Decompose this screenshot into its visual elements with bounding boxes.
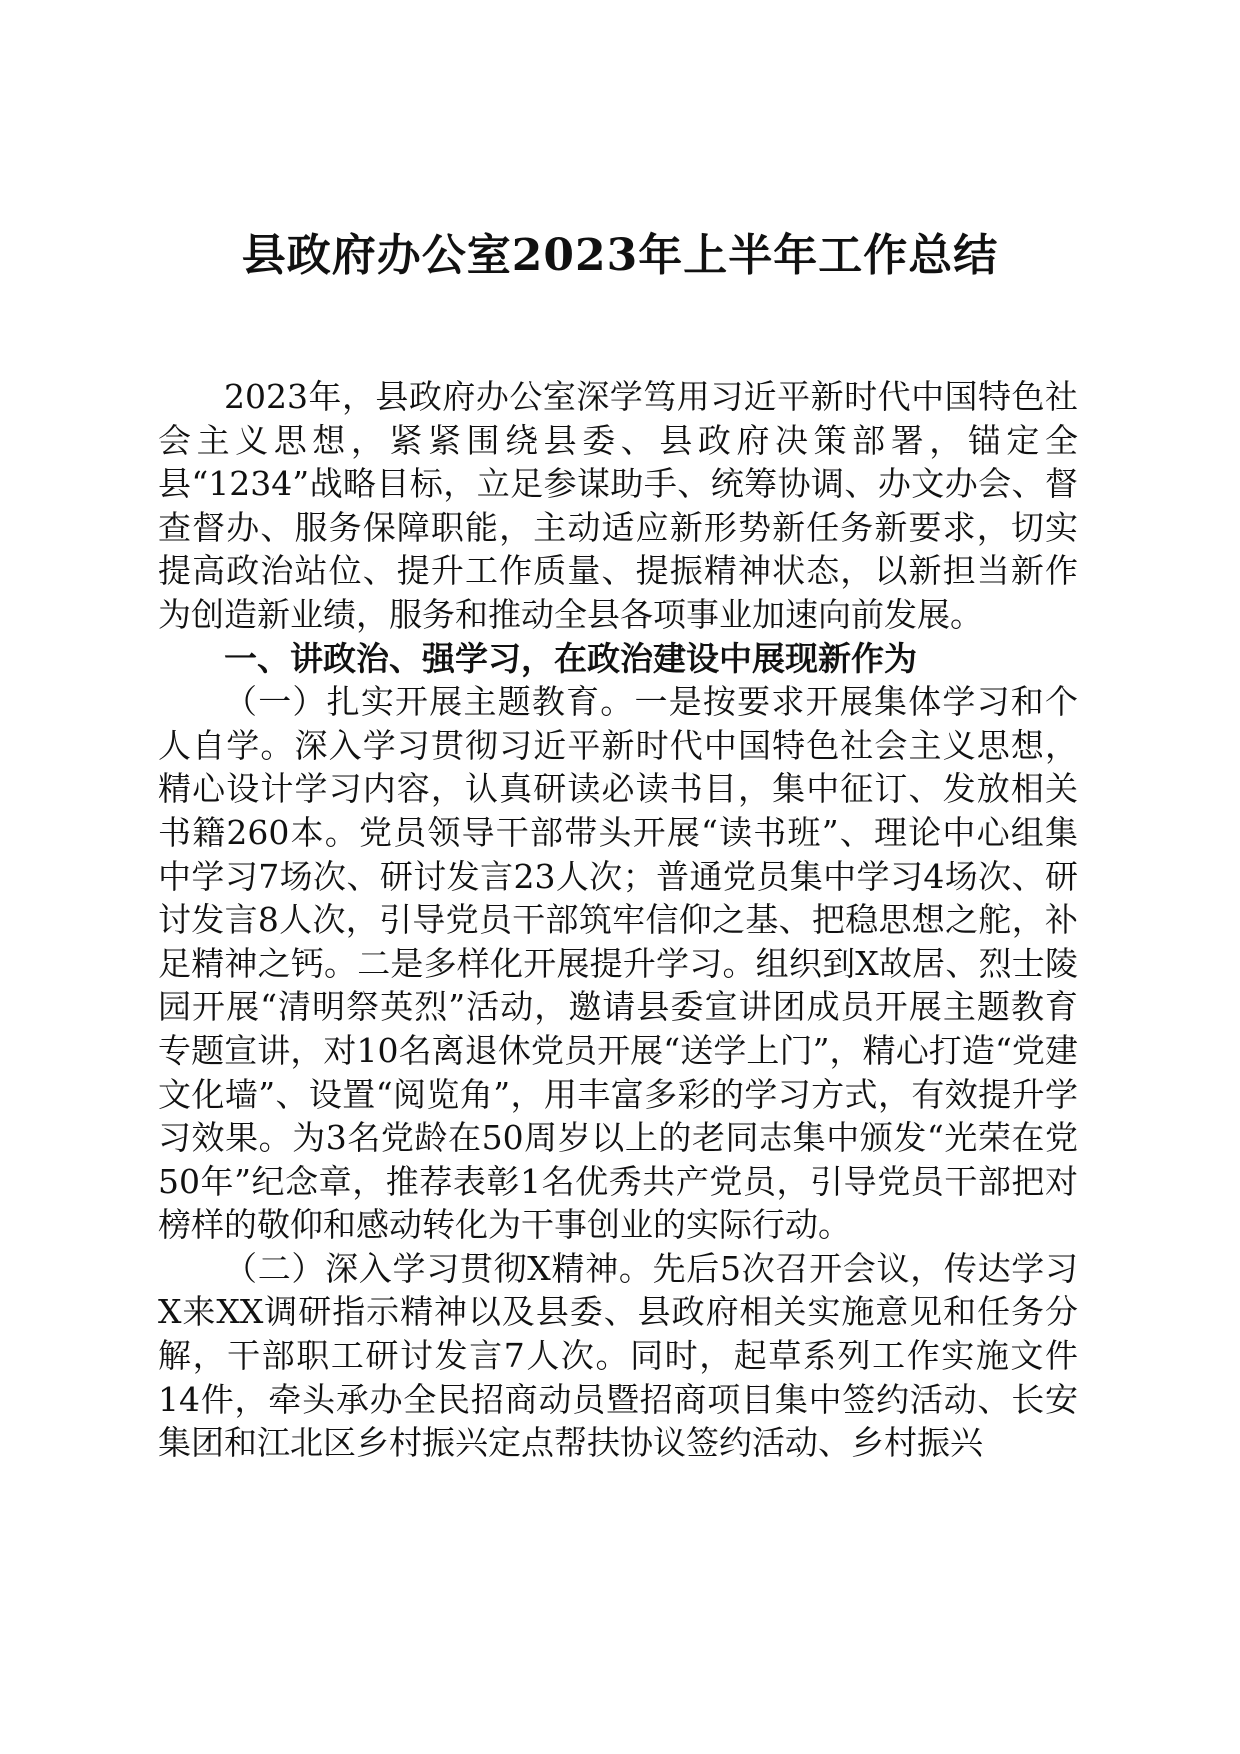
item-text-1: 一是按要求开展集体学习和个人自学。深入学习贯彻习近平新时代中国特色社会主义思想，精心设计学习内容，认真研读必读书目，集中征订、发放相关书籍260本。党员领导干部带头开展“读书班”、理论中心组集中学习7场次、研讨发言23人次；普通党员集中学习4场次、研讨发言8人次，引导党员干部筑牢信仰之基、把稳思想之舵，补足精神之钙。二是多样化开展提升学习。组织到X故居、烈士陵园开展“清明祭英烈”活动，邀请县委宣讲团成员开展主题教育专题宣讲，对10名离退休党员开展“送学上门”，精心打造“党建文化墙”、设置“阅览角”，用丰富多彩的学习方式，有效提升学习效果。为3名党龄在50周岁以上的老同志集中颁发“光荣在党50年”纪念章，推荐表彰1名优秀共产党员，引导党员干部把对榜样的敬仰和感动转化为干事创业的实际行动。 — [158, 682, 1079, 1245]
item-text-2: 先后5次召开会议，传达学习X来XX调研指示精神以及县委、县政府相关实施意见和任务分解，干部职工研讨发言7人次。同时，起草系列工作实施文件14件，牵头承办全民招商动员暨招商项目集中签约活动、长安集团和江北区乡村振兴定点帮扶协议签约活动、乡村振兴 — [158, 1248, 1078, 1463]
intro-paragraph: 2023年，县政府办公室深学笃用习近平新时代中国特色社会主义思想，紧紧围绕县委、县政府决策部署，锚定全县“1234”战略目标，立足参谋助手、统筹协调、办文办会、督查督办、服务保障职能，主动适应新形势新任务新要求，切实提高政治站位、提升工作质量、提振精神状态，以新担当新作为创造新业绩，服务和推动全县各项事业加速向前发展。 — [158, 377, 1078, 634]
section-heading: 一、讲政治、强学习，在政治建设中展现新作为 — [224, 638, 917, 678]
item-label-2: （二）深入学习贯彻X精神。 — [224, 1248, 653, 1288]
item-paragraph-2 — [158, 1247, 1078, 1465]
document-title: 县政府办公室2023年上半年工作总结 — [241, 230, 999, 281]
item-label-1: （一）扎实开展主题教育。 — [224, 682, 635, 722]
item-paragraph-1 — [158, 680, 1078, 1247]
document-body — [158, 375, 1078, 1465]
